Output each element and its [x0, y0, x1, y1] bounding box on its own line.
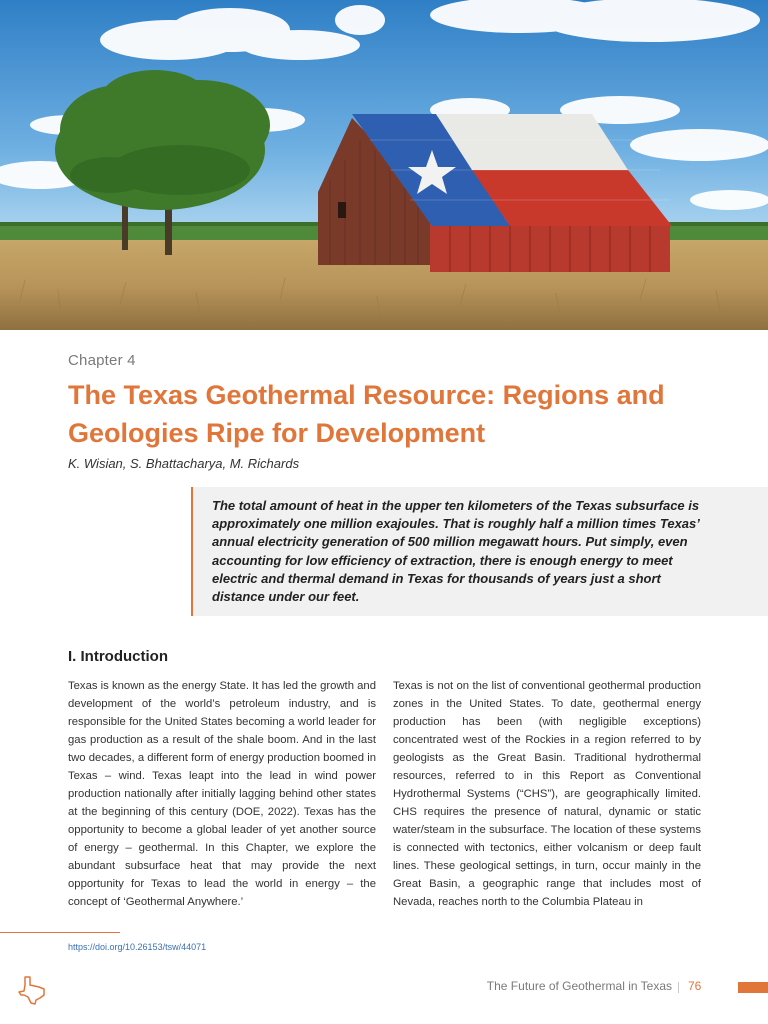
footer-accent-bar — [738, 982, 768, 993]
barn-photo-illustration — [0, 0, 768, 330]
chapter-title-rest: Regions and Geologies Ripe for Development — [68, 380, 665, 448]
footer-separator — [678, 982, 679, 993]
texas-outline-icon — [16, 974, 48, 1006]
footnote-divider — [0, 932, 120, 933]
doi-link[interactable]: https://doi.org/10.26153/tsw/44071 — [68, 942, 207, 952]
section-heading: I. Introduction — [68, 648, 168, 665]
chapter-title-bold: The Texas Geothermal Resource: — [68, 380, 496, 410]
page-number: 76 — [688, 979, 702, 993]
author-list: K. Wisian, S. Bhattacharya, M. Richards — [68, 456, 300, 471]
body-column-right: Texas is not on the list of conventional geothermal production zones in the United States. To date, geothermal energy production has been (with negligible exceptions) concentrated west of the Rockies in a region referred to by geologists as the Great Basin. Traditional hydrothermal resources, referred to in this Report as Conventional Hydrothermal Systems (“CHS”), are geographically limited. CHS requires the presence of natural, dynamic or static water/steam in the subsurface. The location of these systems is connected with tectonics, either volcanism or deep fault lines. These geological settings, in turn, occur mainly in the Great Basin, a geographic range that includes most of Nevada, reaches north to the Columbia Plateau in — [393, 680, 701, 908]
footer-report-title: The Future of Geothermal in Texas — [486, 979, 672, 993]
chapter-label: Chapter 4 — [68, 352, 136, 369]
chapter-title — [68, 376, 748, 452]
summary-callout — [191, 487, 768, 616]
body-column-left: Texas is known as the energy State. It has led the growth and development of the world’s petroleum industry, and is responsible for the United States becoming a world leader for gas production as a result of the shale boom. And in the last two decades, a different form of energy production boomed in Texas – wind. Texas leapt into the lead in wind power production nationally after initially lagging behind other states at the beginning of this century (DOE, 2022). Texas has the opportunity to become a global leader of yet another source of energy – geothermal. In this Chapter, we explore the abundant subsurface heat that may provide the next opportunity for Texas to lead the world in energy – the concept of ‘Geothermal Anywhere.’ — [68, 680, 376, 908]
callout-text: The total amount of heat in the upper ten kilometers of the Texas subsurface is approximately one million exajoules. That is roughly half a million times Texas’ annual electricity generation of 500 million megawatt hours. Put simply, even accounting for low efficiency of extraction, there is enough energy to meet electric and thermal demand in Texas for thousands of years just a short distance under our feet. — [212, 498, 700, 605]
hero-photo — [0, 0, 768, 330]
